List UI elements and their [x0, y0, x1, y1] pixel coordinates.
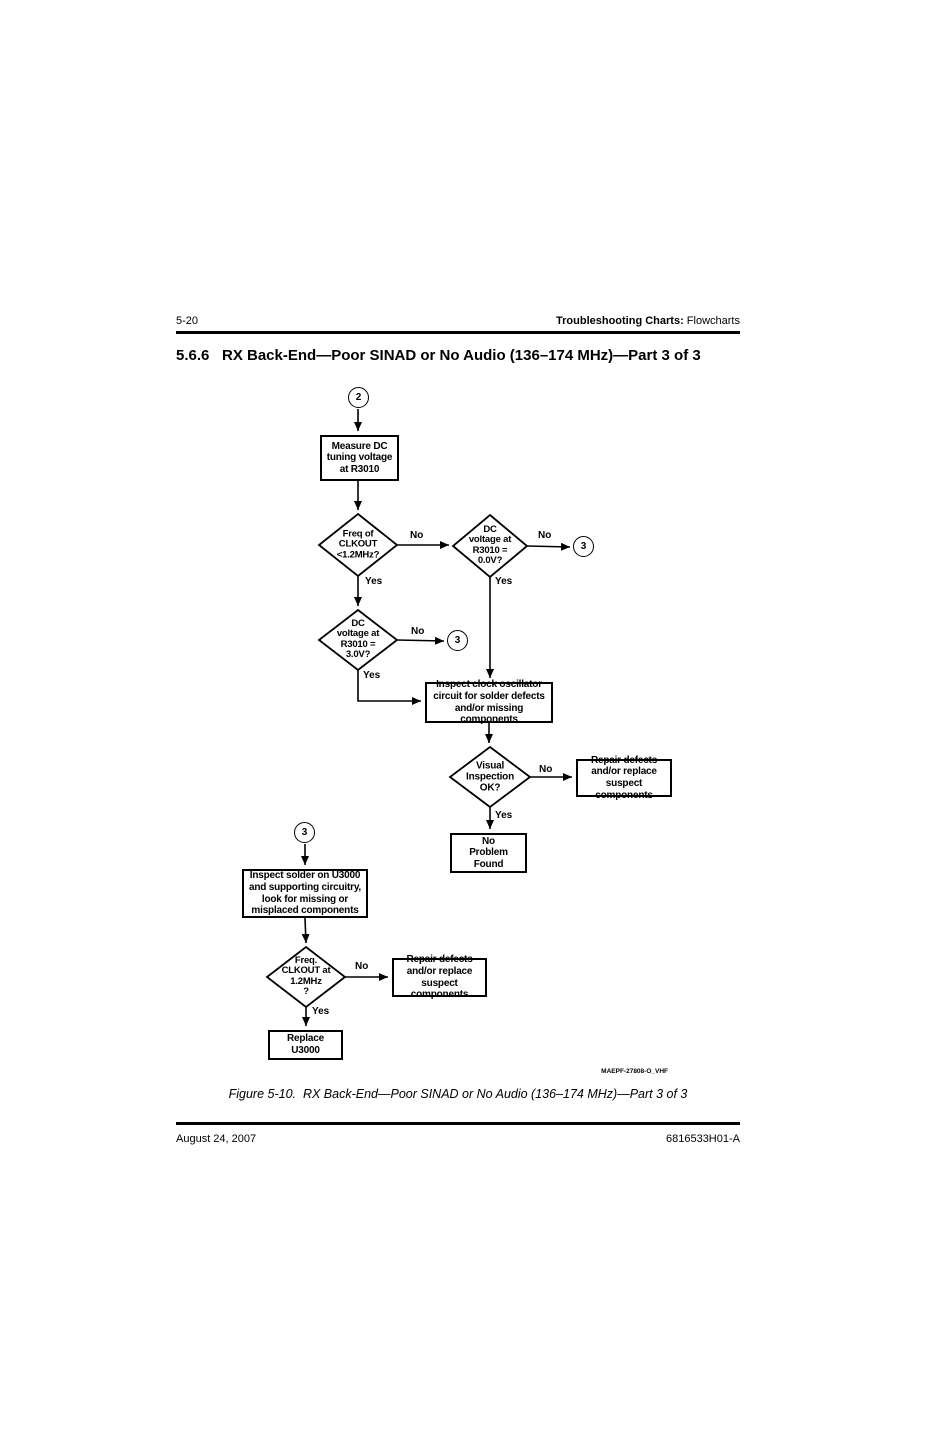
process-measure-dc-line1: Measure DC	[331, 440, 388, 452]
connector-circle-3b-label: 3	[454, 635, 461, 646]
process-inspect-clock-line3: and/or missing components	[454, 702, 524, 726]
process-repair-defects-2	[392, 954, 487, 1001]
edge-label-yes-2: Yes	[495, 576, 513, 587]
edge-label-no-2: No	[538, 530, 552, 541]
process-measure-dc-line3: at R3010	[339, 463, 380, 475]
process-inspect-u3000-line3: look for missing or	[261, 893, 349, 905]
decision-dc-0v-text	[469, 525, 511, 567]
decision-dc-3v-line1: DC	[351, 618, 365, 630]
edge-label-yes-3: Yes	[363, 670, 381, 681]
connector-circle-2	[348, 387, 369, 408]
decision-dc-3v-line4: 3.0V?	[345, 649, 371, 661]
decision-dc-0v-line3: R3010 =	[472, 545, 508, 556]
process-no-problem-line3: Found	[473, 858, 504, 870]
edge-label-yes-5: Yes	[312, 1006, 330, 1017]
process-measure-dc	[320, 435, 399, 481]
decision-visual-line2: Inspection	[465, 771, 515, 783]
connector-circle-3c-label: 3	[301, 827, 308, 838]
process-inspect-u3000-line4: misplaced components	[251, 905, 359, 917]
edge-label-no-1: No	[410, 530, 424, 541]
decision-dc-0v-line1: DC	[483, 524, 497, 536]
process-inspect-clock	[425, 679, 553, 726]
running-header-section: Flowcharts	[683, 315, 740, 327]
edge-label-no-5: No	[355, 961, 369, 972]
process-no-problem-line2: Problem	[469, 847, 508, 859]
process-replace-u3000-line1: Replace	[287, 1033, 324, 1045]
edge-label-yes-4: Yes	[495, 810, 513, 821]
connector-circle-3a	[573, 536, 594, 557]
connector-circle-3c	[294, 822, 315, 843]
section-number: 5.6.6	[176, 347, 210, 364]
process-repair-1-line1: Repair defects	[590, 754, 658, 766]
process-repair-2-line3: suspect components	[410, 977, 469, 1001]
page-number: 5-20	[176, 315, 199, 327]
decision-visual-line3: OK?	[479, 782, 501, 794]
process-replace-u3000-line2: U3000	[291, 1045, 320, 1056]
edge-label-no-3: No	[411, 626, 425, 637]
connector-circle-3b	[447, 630, 468, 651]
decision-freq-12mhz-text	[282, 956, 331, 998]
process-inspect-u3000-line1: Inspect solder on U3000	[249, 870, 361, 882]
running-header-chapter: Troubleshooting Charts:	[556, 315, 684, 327]
process-inspect-u3000-line2: and supporting circuitry,	[248, 881, 362, 893]
process-inspect-clock-line2: circuit for solder defects	[433, 690, 545, 702]
artwork-number: MAEPF-27808-O_VHF	[601, 1068, 668, 1075]
figure-caption: Figure 5-10. RX Back-End—Poor SINAD or No Audio (136–174 MHz)—Part 3 of 3	[228, 1087, 688, 1101]
footer-rule	[176, 1122, 740, 1125]
process-repair-2-line1: Repair defects	[406, 954, 473, 966]
section-title: RX Back-End—Poor SINAD or No Audio (136–174 MHz)—Part 3 of 3	[222, 347, 701, 364]
process-no-problem-line1: No	[482, 835, 495, 847]
edge-label-no-4: No	[539, 764, 553, 775]
footer-date: August 24, 2007	[176, 1133, 257, 1145]
decision-freq-12-line2: CLKOUT at	[281, 965, 331, 977]
decision-visual-line1: Visual	[475, 760, 505, 772]
decision-freq-clkout-line1: Freq of	[342, 528, 374, 540]
decision-freq-12-line4: ?	[303, 986, 309, 998]
decision-dc-0v-line2: voltage at	[468, 534, 512, 546]
decision-dc-3v-text	[337, 619, 379, 661]
process-repair-defects-1	[576, 754, 672, 801]
decision-visual-inspection-text	[466, 761, 514, 794]
process-no-problem-found	[450, 833, 527, 873]
process-repair-1-line2: and/or replace	[591, 766, 657, 778]
decision-dc-3v-line2: voltage at	[336, 628, 380, 640]
decision-freq-clkout-text	[337, 529, 379, 560]
process-replace-u3000	[268, 1030, 343, 1060]
footer-part-number: 6816533H01-A	[665, 1133, 740, 1145]
decision-dc-3v-line3: R3010 =	[340, 639, 376, 650]
decision-freq-12-line3: 1.2MHz	[290, 976, 322, 987]
decision-freq-12-line1: Freq.	[294, 955, 318, 967]
decision-freq-clkout-line3: <1.2MHz?	[336, 549, 380, 561]
process-repair-1-line3: suspect components	[595, 778, 653, 801]
edge-label-yes-1: Yes	[365, 576, 383, 587]
process-inspect-clock-line1: Inspect clock oscillator	[436, 679, 542, 691]
process-repair-2-line2: and/or replace	[406, 965, 473, 977]
decision-dc-0v-line4: 0.0V?	[477, 555, 503, 567]
connector-circle-2-label: 2	[355, 392, 362, 403]
connector-circle-3a-label: 3	[580, 541, 587, 552]
process-inspect-u3000	[242, 869, 368, 918]
decision-freq-clkout-line2: CLKOUT	[338, 538, 378, 550]
process-measure-dc-line2: tuning voltage	[326, 452, 393, 464]
